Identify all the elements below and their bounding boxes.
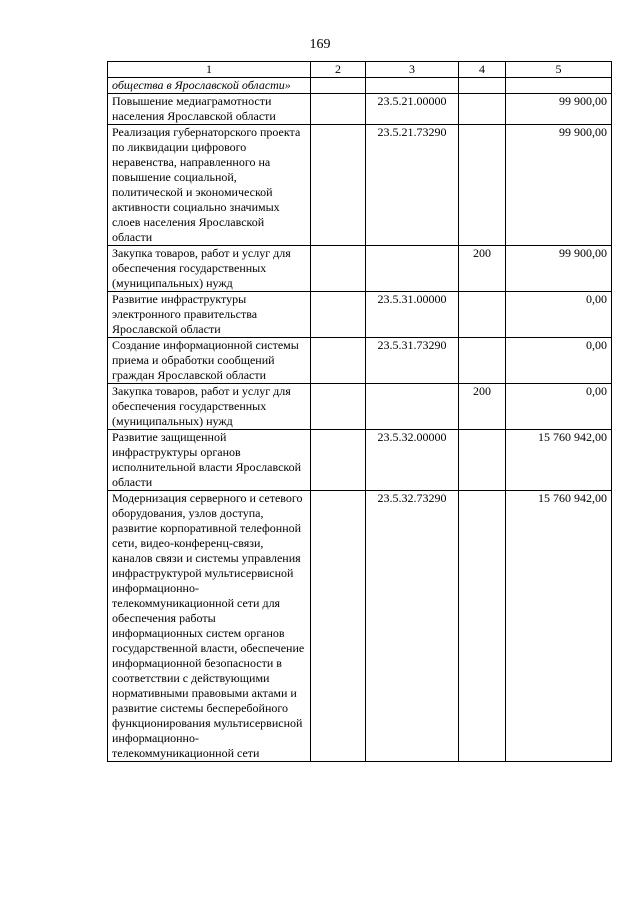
row-col2: [311, 384, 366, 430]
row-name: Развитие защищенной инфраструктуры органов исполнительной власти Ярославской области: [108, 430, 311, 491]
row-sum: 15 760 942,00: [506, 430, 612, 491]
page-number: 169: [309, 37, 331, 52]
row-type: [459, 125, 506, 246]
row-name: Повышение медиаграмотности населения Ярославской области: [108, 94, 311, 125]
row-type: [459, 78, 506, 94]
row-col2: [311, 125, 366, 246]
row-type: 200: [459, 384, 506, 430]
table-row: [108, 94, 612, 125]
row-col2: [311, 430, 366, 491]
row-name: общества в Ярославской области»: [108, 78, 311, 94]
table-row: [108, 78, 612, 94]
row-sum: [506, 78, 612, 94]
table-row: [108, 430, 612, 491]
row-sum: 99 900,00: [506, 94, 612, 125]
column-header-2: 2: [311, 62, 366, 78]
row-col2: [311, 292, 366, 338]
column-header-4: 4: [459, 62, 506, 78]
table-row: [108, 292, 612, 338]
row-sum: 99 900,00: [506, 246, 612, 292]
row-type: [459, 338, 506, 384]
table-row: [108, 125, 612, 246]
row-col2: [311, 94, 366, 125]
row-code: 23.5.21.73290: [366, 125, 459, 246]
row-name: Модернизация серверного и сетевого оборудования, узлов доступа, развитие корпоративной телефонной сети, видео-конференц-связи, каналов связи и системы управления инфраструктурой мультисервисной информационно-телекоммуникационной сети для обеспечения работы информационных систем органов государственной власти, обеспечение информационной безопасности в соответствии с действующими нормативными правовыми актами и развитие системы бесперебойного функционирования мультисервисной информационно-телекоммуникационной сети: [108, 491, 311, 762]
table-row: [108, 246, 612, 292]
row-name: Закупка товаров, работ и услуг для обеспечения государственных (муниципальных) нужд: [108, 246, 311, 292]
row-sum: 0,00: [506, 338, 612, 384]
row-col2: [311, 246, 366, 292]
row-name: Реализация губернаторского проекта по ликвидации цифрового неравенства, направленного на повышение социальной, политической и экономической активности социально значимых слоев населения Ярославской области: [108, 125, 311, 246]
row-name: Создание информационной системы приема и обработки сообщений граждан Ярославской области: [108, 338, 311, 384]
row-col2: [311, 338, 366, 384]
row-code: [366, 78, 459, 94]
row-type: [459, 94, 506, 125]
row-code: 23.5.32.00000: [366, 430, 459, 491]
table-row: [108, 491, 612, 762]
row-code: 23.5.32.73290: [366, 491, 459, 762]
row-type: 200: [459, 246, 506, 292]
row-type: [459, 430, 506, 491]
row-sum: 0,00: [506, 384, 612, 430]
row-code: 23.5.21.00000: [366, 94, 459, 125]
column-header-3: 3: [366, 62, 459, 78]
row-col2: [311, 78, 366, 94]
row-code: [366, 246, 459, 292]
column-header-5: 5: [506, 62, 612, 78]
row-code: 23.5.31.73290: [366, 338, 459, 384]
table-row: [108, 338, 612, 384]
table-row: [108, 384, 612, 430]
row-type: [459, 292, 506, 338]
row-code: 23.5.31.00000: [366, 292, 459, 338]
column-header-1: 1: [108, 62, 311, 78]
row-name: Развитие инфраструктуры электронного правительства Ярославской области: [108, 292, 311, 338]
row-sum: 0,00: [506, 292, 612, 338]
row-col2: [311, 491, 366, 762]
row-code: [366, 384, 459, 430]
row-type: [459, 491, 506, 762]
table-header-row: [108, 62, 612, 78]
row-name: Закупка товаров, работ и услуг для обеспечения государственных (муниципальных) нужд: [108, 384, 311, 430]
row-sum: 99 900,00: [506, 125, 612, 246]
budget-table: [107, 61, 612, 762]
row-sum: 15 760 942,00: [506, 491, 612, 762]
